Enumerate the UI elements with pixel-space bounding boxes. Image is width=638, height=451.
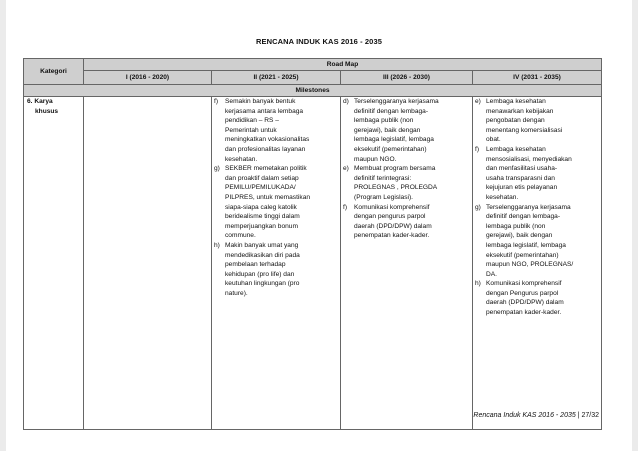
milestone-line: lembaga legislatif, lembaga bbox=[486, 241, 566, 249]
milestone-text bbox=[486, 203, 601, 280]
milestone-label: f) bbox=[343, 203, 348, 211]
milestone-item bbox=[473, 203, 601, 280]
milestone-line: (Program Legislasi). bbox=[354, 193, 413, 201]
milestone-line: maupun NGO, PROLEGNAS/ bbox=[486, 261, 574, 269]
milestone-line: Lembaga kesehatan bbox=[486, 98, 546, 105]
milestone-label: g) bbox=[214, 165, 220, 173]
header-phase-2: II (2021 - 2025) bbox=[212, 71, 341, 85]
milestone-label: h) bbox=[214, 241, 220, 249]
milestone-line: kerjasama antara lembaga bbox=[225, 107, 304, 115]
phase-1-cell bbox=[84, 97, 212, 430]
milestone-line: daerah (DPD/DPW) dalam bbox=[486, 299, 564, 307]
milestone-label: e) bbox=[343, 165, 349, 173]
milestone-text bbox=[225, 241, 340, 299]
milestone-text bbox=[354, 164, 472, 202]
milestone-line: dan menfasilitasi usaha- bbox=[486, 165, 558, 173]
milestone-text bbox=[225, 164, 340, 241]
milestone-line: PILPRES, untuk memastikan bbox=[225, 193, 311, 201]
milestone-text bbox=[486, 145, 601, 203]
kategori-line: khusus bbox=[35, 107, 59, 115]
header-phase-4: IV (2031 - 2035) bbox=[473, 71, 602, 85]
milestone-line: usaha transparasni dan bbox=[486, 174, 555, 182]
document-title: RENCANA INDUK KAS 2016 - 2035 bbox=[256, 37, 382, 46]
milestone-line: PEMILU/PEMILUKADA/ bbox=[225, 184, 296, 192]
milestone-line: DA. bbox=[486, 270, 497, 278]
milestone-line: Terselenggaranya kerjasama bbox=[354, 98, 439, 105]
milestone-line: menentang komersialisasi bbox=[486, 126, 563, 134]
milestone-line: daerah (DPD/DPW) dalam bbox=[354, 222, 432, 230]
milestone-line: pendidikan – RS – bbox=[225, 117, 279, 125]
milestone-text bbox=[225, 97, 340, 164]
milestone-text bbox=[486, 279, 601, 317]
milestone-label: e) bbox=[475, 98, 481, 105]
milestone-line: Terselenggaranya kerjasama bbox=[486, 203, 571, 211]
document-page bbox=[6, 0, 632, 451]
header-road-map: Road Map bbox=[84, 59, 602, 71]
milestone-line: maupun NGO. bbox=[354, 155, 397, 163]
milestone-line: Semakin banyak bentuk bbox=[225, 98, 296, 105]
milestone-line: beridealisme tinggi dalam bbox=[225, 213, 300, 221]
milestone-text bbox=[486, 97, 601, 145]
milestone-label: h) bbox=[475, 280, 481, 288]
milestone-line: penempatan kader-kader. bbox=[486, 309, 562, 317]
milestone-line: definitif dengan lembaga- bbox=[486, 213, 561, 221]
milestone-line: definitif terintegrasi: bbox=[354, 174, 412, 182]
milestone-line: gerejawi), baik dengan bbox=[486, 232, 553, 240]
header-kategori: Kategori bbox=[24, 59, 84, 85]
milestone-label: d) bbox=[343, 98, 349, 105]
milestone-line: Makin banyak umat yang bbox=[225, 241, 299, 249]
milestone-line: gerejawi), baik dengan bbox=[354, 126, 421, 134]
milestone-line: Lembaga kesehatan bbox=[486, 145, 546, 153]
phase-2-cell bbox=[212, 97, 341, 430]
milestone-line: kehidupan (pro life) dan bbox=[225, 270, 295, 278]
phase-4-cell bbox=[473, 97, 602, 430]
milestone-item bbox=[212, 97, 340, 164]
milestone-item bbox=[341, 97, 472, 164]
milestone-line: SEKBER memetakan politik bbox=[225, 165, 307, 173]
milestone-line: eksekutif (pemerintahan) bbox=[486, 251, 559, 259]
milestone-line: kesehatan. bbox=[225, 155, 258, 163]
milestone-text bbox=[354, 97, 472, 164]
milestone-line: definitif dengan lembaga- bbox=[354, 107, 429, 115]
milestone-line: dan profesionalitas layanan bbox=[225, 145, 306, 153]
page-footer bbox=[473, 412, 599, 419]
milestone-label: g) bbox=[475, 203, 481, 211]
milestone-item bbox=[473, 97, 601, 145]
milestone-line: siapa-siapa caleg katolik bbox=[225, 203, 297, 211]
milestone-line: lembaga legislatif, lembaga bbox=[354, 136, 434, 144]
milestone-item bbox=[341, 203, 472, 241]
milestone-item bbox=[212, 241, 340, 299]
milestone-line: PROLEGNAS , PROLEGDA bbox=[354, 184, 438, 192]
phase-3-cell bbox=[341, 97, 473, 430]
roadmap-table bbox=[23, 58, 602, 430]
milestone-line: eksekutif (pemerintahan) bbox=[354, 145, 427, 153]
milestone-line: meningkatkan vokasionalitas bbox=[225, 136, 310, 144]
milestone-line: Membuat program bersama bbox=[354, 165, 436, 173]
milestone-line: kejujuran etis pelayanan bbox=[486, 184, 558, 192]
milestone-line: memperjuangkan bonum bbox=[225, 222, 298, 230]
milestone-line: Komunikasi komprehensif bbox=[486, 280, 562, 288]
milestone-line: dan proaktif dalam setiap bbox=[225, 174, 299, 182]
milestone-item bbox=[473, 145, 601, 203]
milestone-label: f) bbox=[214, 98, 219, 105]
milestone-line: lembaga publik (non bbox=[354, 117, 414, 125]
milestone-line: Komunikasi komprehensif bbox=[354, 203, 430, 211]
milestone-line: obat. bbox=[486, 136, 501, 144]
milestone-line: keutuhan lingkungan (pro bbox=[225, 280, 300, 288]
milestone-line: mensosialisasi, menyediakan bbox=[486, 155, 572, 163]
page-number: | 27/32 bbox=[577, 412, 599, 419]
milestone-line: penempatan kader-kader. bbox=[354, 232, 430, 240]
milestone-label: f) bbox=[475, 145, 480, 153]
header-phase-3: III (2026 - 2030) bbox=[341, 71, 473, 85]
milestone-text bbox=[354, 203, 472, 241]
milestone-line: commune. bbox=[225, 232, 256, 240]
milestone-item bbox=[212, 164, 340, 241]
milestone-line: pembelaan terhadap bbox=[225, 261, 286, 269]
milestone-item bbox=[473, 279, 601, 317]
milestone-line: lembaga publik (non bbox=[486, 222, 546, 230]
milestone-line: menawarkan kebijakan bbox=[486, 107, 554, 115]
kategori-line: 6. Karya bbox=[27, 98, 53, 105]
milestone-line: kesehatan. bbox=[486, 193, 519, 201]
milestone-line: Pemerintah untuk bbox=[225, 126, 277, 134]
milestone-line: mendedikasikan diri pada bbox=[225, 251, 300, 259]
header-phase-1: I (2016 - 2020) bbox=[84, 71, 212, 85]
milestone-line: nature). bbox=[225, 289, 248, 297]
milestone-line: dengan pengurus parpol bbox=[354, 213, 426, 221]
footer-text: Rencana Induk KAS 2016 - 2035 bbox=[473, 412, 576, 419]
milestone-item bbox=[341, 164, 472, 202]
milestone-line: dengan Pengurus parpol bbox=[486, 289, 559, 297]
milestone-line: pengobatan dengan bbox=[486, 117, 545, 125]
header-milestones: Milestones bbox=[24, 85, 602, 97]
kategori-cell bbox=[24, 97, 84, 430]
